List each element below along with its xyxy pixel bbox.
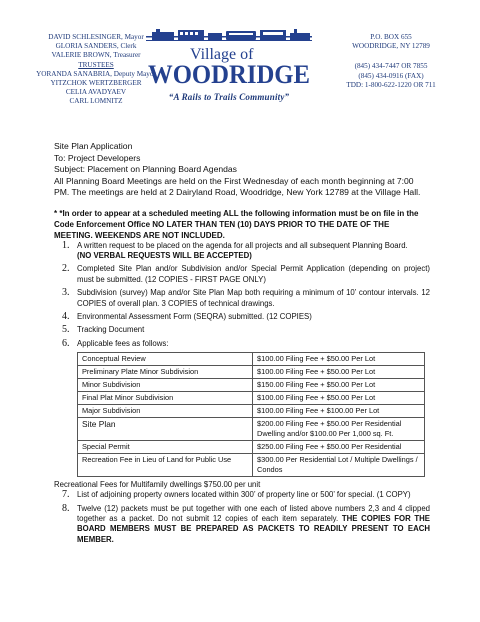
item-text: Environmental Assessment Form (SEQRA) submitted. (12 COPIES): [77, 311, 312, 321]
table-row: [78, 441, 425, 454]
meeting-info-paragraph: All Planning Board Meetings are held on the First Wednesday of each month beginning at 7:00 PM. The meetings are held at 2 Dairyland Road, Woodridge, New York 12789 at the Village Hall.: [54, 175, 421, 197]
fee-amount: $100.00 Filing Fee + $50.00 Per Lot: [253, 353, 425, 366]
trustees-heading: TRUSTEES: [78, 60, 114, 69]
fee-name: Recreation Fee in Lieu of Land for Public Use: [78, 454, 253, 477]
fee-name: Conceptual Review: [78, 353, 253, 366]
item-text: Completed Site Plan and/or Subdivision and/or Special Permit Application (depending on project) must be submitted. (12 COPIES - FIRST PAGE ONLY): [77, 264, 430, 284]
table-row: [78, 392, 425, 405]
fee-table: [77, 352, 425, 477]
fee-amount: $300.00 Per Residential Lot / Multiple Dwellings / Condos: [253, 454, 425, 477]
item-text: A written request to be placed on the agenda for all projects and all subsequent Planning Board.: [77, 240, 408, 250]
phone-number: (845) 434-7447 OR 7855: [354, 62, 428, 71]
doc-recipient: To: Project Developers: [54, 152, 141, 163]
official-clerk: GLORIA SANDERS, Clerk: [55, 42, 137, 51]
item-emphasis: THE COPIES FOR THE BOARD MEMBERS MUST BE PREPARED AS PACKETS TO READILY PRESENT TO EACH MEMBER.: [77, 513, 431, 544]
village-logo: [144, 28, 314, 106]
fee-name: Site Plan: [78, 418, 253, 441]
fee-name: Minor Subdivision: [78, 379, 253, 392]
fee-name: Preliminary Plate Minor Subdivision: [78, 366, 253, 379]
item-number: 2.: [62, 263, 70, 275]
recreational-fee-note: Recreational Fees for Multifamily dwellings $750.00 per unit: [54, 480, 261, 490]
item-number: 3.: [62, 287, 70, 299]
table-row: [78, 405, 425, 418]
item-text: Tracking Document: [77, 325, 145, 335]
trustee-deputy-mayor: YORANDA SANABRIA, Deputy Mayor: [36, 69, 156, 78]
contact-info: [316, 33, 466, 90]
table-row: [78, 454, 425, 477]
fee-name: Final Plat Minor Subdivision: [78, 392, 253, 405]
table-row: [78, 353, 425, 366]
logo-tagline: “A Rails to Trails Community”: [168, 92, 290, 102]
document-body: [54, 141, 430, 548]
list-item: [54, 504, 430, 546]
doc-subject: Subject: Placement on Planning Board Agendas: [54, 164, 237, 174]
po-box: P.O. BOX 655: [370, 33, 412, 41]
list-item: [54, 339, 430, 349]
requirements-list: [54, 241, 430, 350]
item-text: List of adjoining property owners located within 300’ of property line or 500’ for special. (1 COPY): [77, 490, 411, 500]
item-text: Twelve (12) packets must be put together with one each of listed above numbers 2,3 and 4 clipped together as a packet. Do not submit 12 copies of each item separately.: [77, 503, 430, 523]
fee-amount: $150.00 Filing Fee + $50.00 Per Lot: [253, 379, 425, 392]
logo-woodridge: WOODRIDGE: [148, 60, 310, 86]
fee-amount: $250.00 Filing Fee + $50.00 Per Residential: [253, 441, 425, 454]
list-item: [54, 312, 430, 322]
city-state-zip: WOODRIDGE, NY 12789: [352, 42, 430, 51]
fee-amount: $200.00 Filing Fee + $50.00 Per Residential Dwelling and/or $100.00 Per 1,000 sq. Ft.: [253, 418, 425, 441]
requirements-list-continued: [54, 490, 430, 545]
item-number: 1.: [62, 239, 70, 251]
list-item: [54, 288, 430, 309]
item-text: Subdivision (survey) Map and/or Site Plan Map both requiring a minimum of 10’ contour intervals. 12 COPIES of overall plan. 3 COPIES of technical drawings.: [77, 288, 430, 308]
fax-number: (845) 434-0916 (FAX): [358, 71, 424, 80]
fee-amount: $100.00 Filing Fee + $100.00 Per Lot: [253, 405, 425, 418]
item-emphasis: (NO VERBAL REQUESTS WILL BE ACCEPTED): [77, 250, 252, 260]
table-row: [78, 418, 425, 441]
item-number: 8.: [62, 502, 70, 514]
official-mayor: DAVID SCHLESINGER, Mayor: [48, 33, 144, 41]
trustee: CELIA AVADYAEV: [65, 88, 127, 97]
table-row: [78, 366, 425, 379]
village-logo-graphic: [144, 28, 314, 86]
tdd-number: TDD: 1-800-622-1220 OR 711: [346, 80, 436, 89]
fee-name: Special Permit: [78, 441, 253, 454]
fee-amount: $100.00 Filing Fee + $50.00 Per Lot: [253, 366, 425, 379]
deadline-warning: * *In order to appear at a scheduled meeting ALL the following information must be on file in the Code Enforcement Office NO LATER THAN TEN (10) DAYS PRIOR TO THE DATE OF THE MEETING. WEEKENDS ARE NOT INCLUDED.: [54, 208, 419, 240]
list-item: [54, 325, 430, 335]
item-number: 6.: [62, 337, 70, 349]
letterhead: [0, 0, 480, 112]
trustee: YITZCHOK WERTZBERGER: [50, 79, 142, 88]
fee-amount: $100.00 Filing Fee + $50.00 Per Lot: [253, 392, 425, 405]
doc-title: Site Plan Application: [54, 141, 133, 151]
trustee: CARL LOMNITZ: [69, 97, 123, 106]
intro-block: [54, 141, 430, 199]
table-row: [78, 379, 425, 392]
list-item: [54, 264, 430, 285]
item-number: 7.: [62, 489, 70, 501]
item-number: 5.: [62, 324, 70, 336]
item-text: Applicable fees as follows:: [77, 338, 169, 348]
logo-village-of: Village of: [190, 46, 254, 63]
list-item: [54, 241, 430, 262]
official-treasurer: VALERIE BROWN, Treasurer: [51, 51, 141, 60]
list-item: [54, 490, 430, 500]
item-number: 4.: [62, 310, 70, 322]
fee-name: Major Subdivision: [78, 405, 253, 418]
